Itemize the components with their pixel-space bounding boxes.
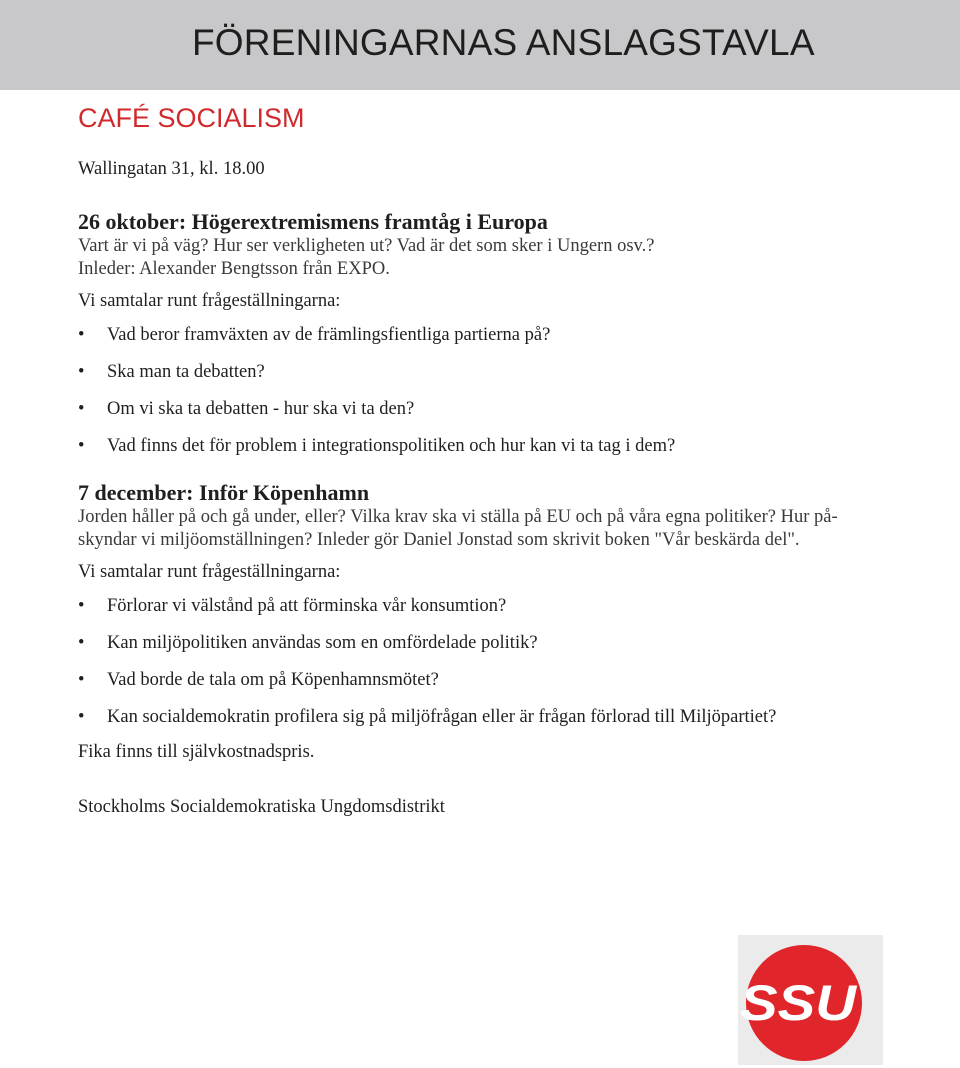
section-title: CAFÉ SOCIALISM — [78, 103, 305, 133]
list-item — [78, 669, 928, 692]
discussion-intro: Vi samtalar runt frågeställningarna: — [78, 562, 341, 582]
discussion-intro: Vi samtalar runt frågeställningarna: — [78, 291, 341, 311]
list-item — [78, 361, 928, 384]
event-description-line: Jorden håller på och gå under, eller? Vilka krav ska vi ställa på EU och på våra egna politiker? Hur på- — [78, 507, 838, 527]
organizer-name: Stockholms Socialdemokratiska Ungdomsdistrikt — [78, 797, 445, 817]
question-text: Kan socialdemokratin profilera sig på miljöfrågan eller är frågan förlorad till Miljöpartiet? — [107, 707, 777, 727]
bullet-icon: • — [78, 707, 85, 727]
list-item — [78, 324, 928, 347]
list-item — [78, 706, 928, 729]
ssu-logo-icon — [738, 935, 883, 1065]
list-item — [78, 632, 928, 655]
event-heading: 26 oktober: Högerextremismens framtåg i Europa — [78, 209, 548, 234]
question-text: Vad beror framväxten av de främlingsfientliga partierna på? — [107, 325, 551, 345]
question-text: Om vi ska ta debatten - hur ska vi ta den? — [107, 399, 415, 419]
bullet-icon: • — [78, 362, 85, 382]
event-description-line: Inleder: Alexander Bengtsson från EXPO. — [78, 259, 390, 279]
event-heading: 7 december: Inför Köpenhamn — [78, 480, 370, 505]
header-bar — [0, 0, 960, 90]
list-item — [78, 595, 928, 618]
bullet-icon: • — [78, 596, 85, 616]
list-item — [78, 435, 928, 458]
notice-content — [78, 158, 928, 819]
fika-note: Fika finns till självkostnadspris. — [78, 742, 315, 762]
bullet-icon: • — [78, 633, 85, 653]
question-list — [78, 324, 928, 458]
event-description-line: Vart är vi på väg? Hur ser verkligheten ut? Vad är det som sker i Ungern osv.? — [78, 236, 655, 256]
bullet-icon: • — [78, 670, 85, 690]
ssu-logo — [738, 935, 883, 1065]
event-1 — [78, 209, 928, 458]
question-text: Ska man ta debatten? — [107, 362, 265, 382]
page-title: FÖRENINGARNAS ANSLAGSTAVLA — [192, 22, 815, 63]
bullet-icon: • — [78, 399, 85, 419]
event-description-line: skyndar vi miljöomställningen? Inleder gör Daniel Jonstad som skrivit boken "Vår beskärda del". — [78, 530, 800, 550]
address-time: Wallingatan 31, kl. 18.00 — [78, 159, 265, 179]
bullet-icon: • — [78, 436, 85, 456]
event-2 — [78, 480, 928, 729]
logo-text: SSU — [740, 975, 859, 1031]
question-text: Vad finns det för problem i integrationspolitiken och hur kan vi ta tag i dem? — [107, 436, 676, 456]
question-text: Vad borde de tala om på Köpenhamnsmötet? — [107, 670, 439, 690]
bullet-icon: • — [78, 325, 85, 345]
list-item — [78, 398, 928, 421]
question-text: Kan miljöpolitiken användas som en omfördelade politik? — [107, 633, 538, 653]
question-text: Förlorar vi välstånd på att förminska vår konsumtion? — [107, 596, 507, 616]
question-list — [78, 595, 928, 729]
